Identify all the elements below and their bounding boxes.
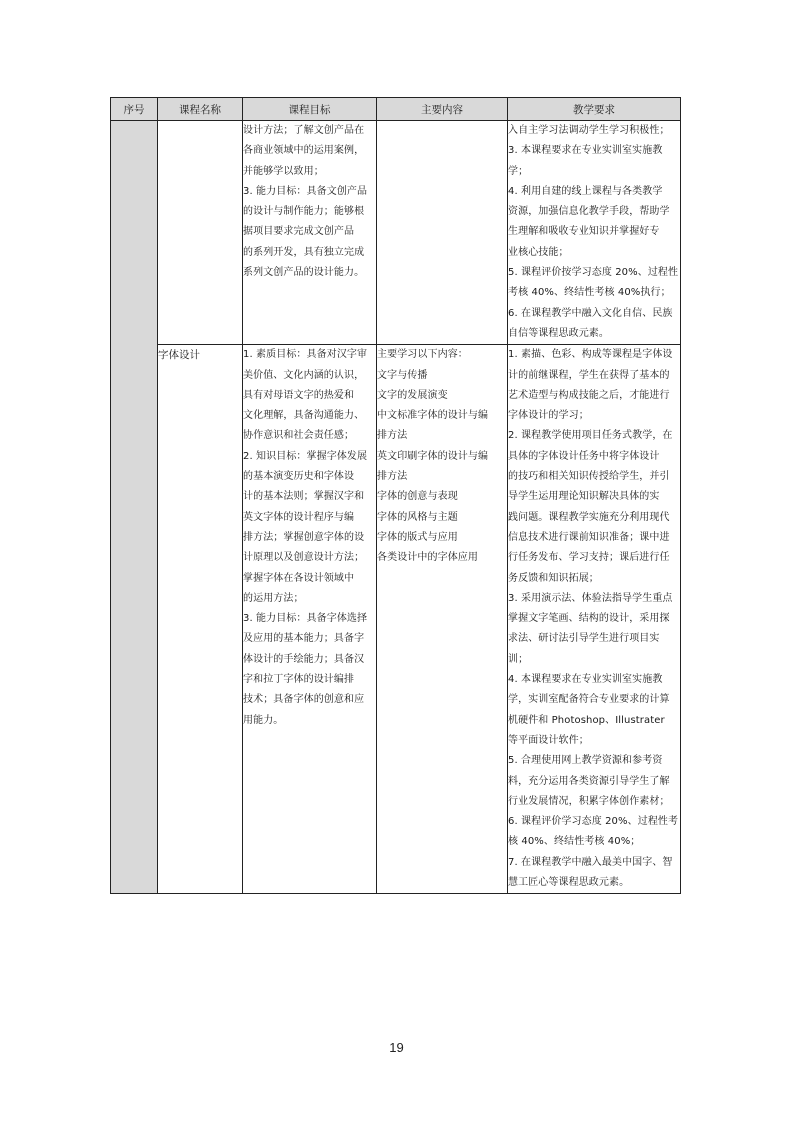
text-line: 并能够学以致用； [243, 165, 324, 177]
text-line: 字体的创意与表现 [377, 491, 458, 503]
text-line: 字和拉丁字体的设计编排 [243, 674, 355, 686]
text-line: 计的基本法则；掌握汉字和 [243, 491, 365, 503]
seq-cell [111, 121, 158, 894]
text-line: 据项目要求完成文创产品 [243, 226, 355, 238]
text-line: 字体的版式与应用 [377, 531, 458, 543]
text-line: 具体的字体设计任务中将字体设计 [508, 450, 660, 462]
text-line: 的技巧和相关知识传授给学生，并引 [508, 471, 670, 483]
text-line: 生理解和吸收专业知识并掌握好专 [508, 226, 660, 238]
text-line: 设计方法；了解文创产品在 [243, 125, 365, 136]
text-line: 资源，加强信息化教学手段，帮助学 [508, 206, 670, 218]
text-line: 等平面设计软件； [508, 734, 589, 746]
header-course-goals: 课程目标 [243, 98, 377, 121]
goals-cell [243, 121, 377, 345]
text-line: 文字的发展演变 [377, 389, 448, 401]
text-line: 4. 利用自建的线上课程与各类教学 [508, 185, 663, 197]
text-line: 排方法 [377, 430, 408, 442]
text-line: 协作意识和社会责任感； [243, 430, 355, 442]
text-line: 用能力。 [243, 714, 284, 726]
text-line: 的运用方法； [243, 592, 304, 604]
text-line: 体设计的手绘能力；具备汉 [243, 653, 365, 665]
text-line: 1. 素质目标：具备对汉字审 [243, 349, 368, 361]
text-line: 计的前继课程，学生在获得了基本的 [508, 369, 670, 381]
text-line: 系列文创产品的设计能力。 [243, 267, 365, 279]
text-line: 6. 课程评价学习态度 20%、过程性考 [508, 816, 679, 828]
text-line: 文字与传播 [377, 369, 428, 381]
requirements-cell [508, 345, 681, 894]
text-line: 及应用的基本能力；具备字 [243, 633, 365, 645]
text-line: 务反馈和知识拓展； [508, 572, 599, 584]
text-line: 慧工匠心等课程思政元素。 [508, 876, 630, 888]
text-line: 入自主学习法调动学生学习积极性； [508, 125, 670, 136]
text-line: 5. 合理使用网上教学资源和参考资 [508, 755, 663, 767]
text-line: 英文字体的设计程序与编 [243, 511, 355, 523]
text-line: 英文印刷字体的设计与编 [377, 450, 489, 462]
text-line: 计原理以及创意设计方法； [243, 552, 365, 564]
text-line: 核 40%、终结性考核 40%； [508, 836, 641, 848]
text-line: 中文标准字体的设计与编 [377, 410, 489, 422]
text-line: 美价值、文化内涵的认识， [243, 369, 365, 381]
text-line: 的系列开发，具有独立完成 [243, 246, 365, 258]
text-line: 导学生运用理论知识解决具体的实 [508, 491, 660, 503]
table-row [111, 121, 681, 345]
text-line: 2. 课程教学使用项目任务式教学，在 [508, 430, 673, 442]
text-line: 6. 在课程教学中融入文化自信、民族 [508, 307, 673, 319]
course-name-cell: 字体设计 [158, 345, 243, 894]
text-line: 掌握文字笔画、结构的设计，采用探 [508, 613, 670, 625]
text-line: 3. 采用演示法、体验法指导学生重点 [508, 592, 673, 604]
text-line: 艺术造型与构成技能之后，才能进行 [508, 389, 670, 401]
text-line: 信息技术进行课前知识准备；课中进 [508, 531, 670, 543]
text-line: 技术；具备字体的创意和应 [243, 694, 365, 706]
table-header [111, 98, 681, 121]
text-line: 2. 知识目标：掌握字体发展 [243, 450, 368, 462]
text-line: 各商业领域中的运用案例， [243, 145, 365, 157]
text-line: 4. 本课程要求在专业实训室实施教 [508, 674, 663, 686]
text-line: 3. 能力目标：具备文创产品 [243, 185, 368, 197]
text-line: 3. 本课程要求在专业实训室实施教 [508, 145, 663, 157]
text-line: 学； [508, 165, 529, 177]
text-line: 各类设计中的字体应用 [377, 552, 478, 564]
text-line: 字体的风格与主题 [377, 511, 458, 523]
text-line: 求法、研讨法引导学生进行项目实 [508, 633, 660, 645]
course-table [110, 97, 681, 894]
text-line: 具有对母语文字的热爱和 [243, 389, 355, 401]
text-line: 文化理解，具备沟通能力、 [243, 410, 365, 422]
text-line: 5. 课程评价按学习态度 20%、过程性 [508, 267, 679, 279]
text-line: 主要学习以下内容： [377, 349, 468, 361]
table-row [111, 345, 681, 894]
table-body [111, 121, 681, 894]
text-line: 排方法 [377, 471, 408, 483]
header-main-content: 主要内容 [377, 98, 508, 121]
text-line: 的基本演变历史和字体设 [243, 471, 355, 483]
content-cell [377, 121, 508, 345]
text-line: 排方法；掌握创意字体的设 [243, 531, 365, 543]
text-line: 7. 在课程教学中融入最美中国字、智 [508, 856, 673, 868]
text-line: 料，充分运用各类资源引导学生了解 [508, 775, 670, 787]
text-line: 业核心技能； [508, 246, 569, 258]
text-line: 考核 40%、终结性考核 40%执行； [508, 287, 671, 299]
requirements-cell [508, 121, 681, 345]
text-line: 训； [508, 653, 529, 665]
text-line: 践问题。课程教学实施充分利用现代 [508, 511, 670, 523]
text-line: 行业发展情况，积累字体创作素材； [508, 795, 670, 807]
header-course-name: 课程名称 [158, 98, 243, 121]
content-cell [377, 345, 508, 894]
page-number: 19 [389, 1040, 404, 1055]
text-line: 1. 素描、色彩、构成等课程是字体设 [508, 349, 673, 361]
text-line: 机硬件和 Photoshop、Illustrater [508, 714, 665, 726]
text-line: 3. 能力目标：具备字体选择 [243, 613, 368, 625]
text-line: 自信等课程思政元素。 [508, 327, 609, 339]
text-line: 掌握字体在各设计领域中 [243, 572, 355, 584]
header-seq: 序号 [111, 98, 158, 121]
goals-cell [243, 345, 377, 894]
text-line: 字体设计的学习； [508, 410, 589, 422]
header-teaching-requirements: 教学要求 [508, 98, 681, 121]
text-line: 的设计与制作能力；能够根 [243, 206, 365, 218]
text-line: 学，实训室配备符合专业要求的计算 [508, 694, 670, 706]
text-line: 行任务发布、学习支持；课后进行任 [508, 552, 670, 564]
course-name-cell [158, 121, 243, 345]
